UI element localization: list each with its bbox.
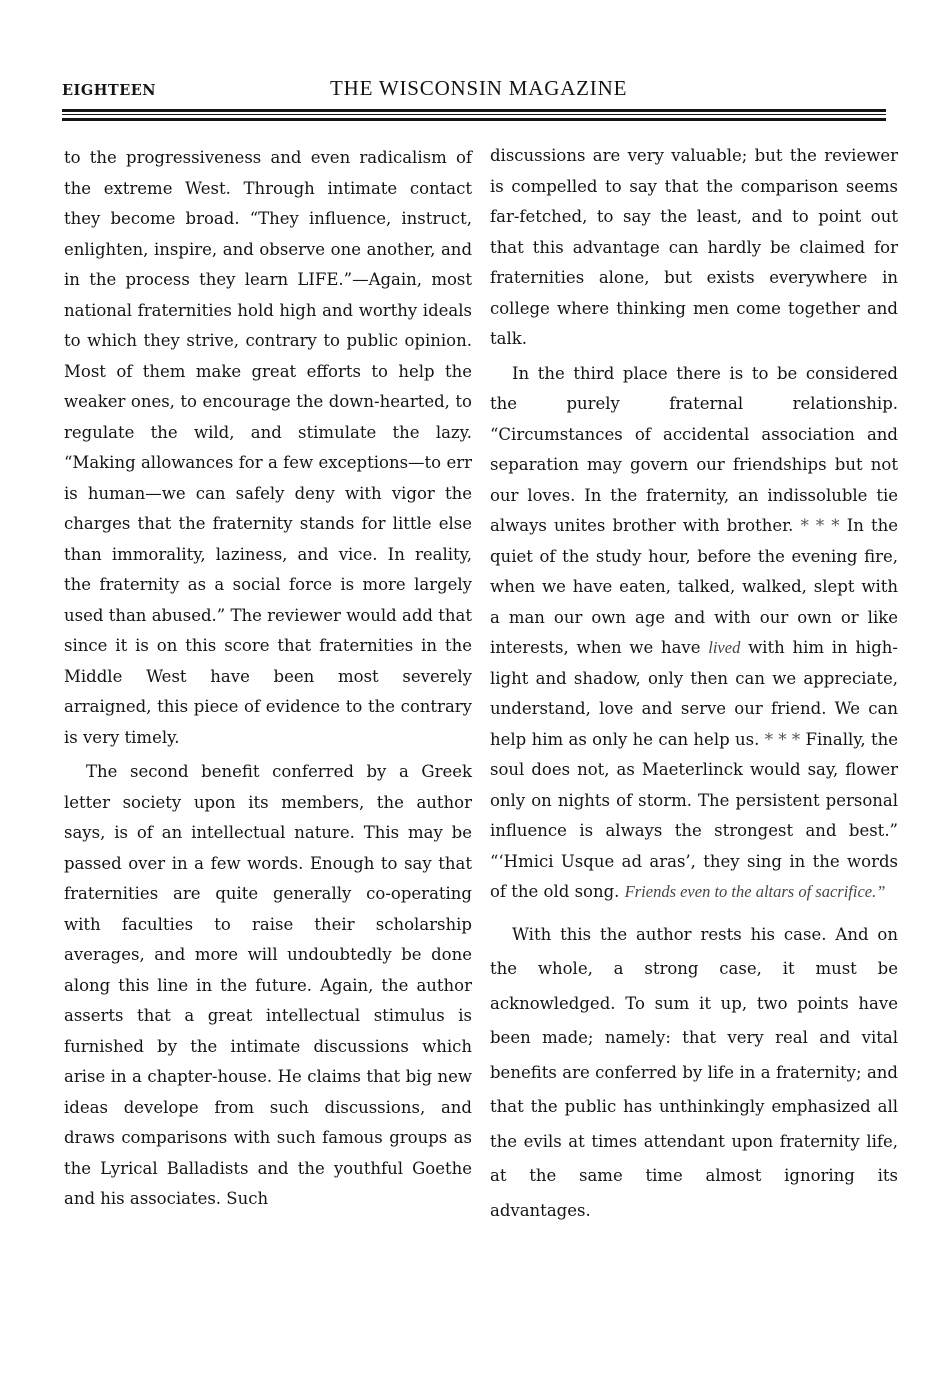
right-paragraph-3: With this the author rests his case. And on the whole, a strong case, it must be acknowledged. To sum it up, two points have been made; namely: that very real and vital benefits are conferred by life in a fraternity; and that the public has unthinkingly emphasized all the evils at times attendant upon fraternity life, at the same time almost ignoring its advantages. [490,924,898,1220]
header-rule-middle [62,114,886,115]
running-header [62,76,886,102]
fraternal-text-a: In the third place there is to be considered the purely fraternal relationship. “Circumstances of accidental association and separation may govern our friendships but not our loves. In the fraternity, an indissoluble tie always unites brother with brother. [490,363,898,535]
page-number-label: EIGHTEEN [62,82,157,99]
fraternal-text-d: Finally, the soul does not, as Maeterlinck would say, flower only on nights of storm. The persistent personal influence is always the strongest and best.” “‘Hmici Usque ad aras’, they sing in the words of the old song. [490,729,899,901]
fraternal-text-c: with him in high-light and shadow, only then can we appreciate, understand, love and serve our friend. We can help him as only he can help us. [490,638,899,749]
right-column [490,141,898,1228]
fraternal-text-b: In the quiet of the study hour, before the evening fire, when we have eaten, talked, walked, slept with a man our own age and with our own or like interests, when we have [490,516,898,657]
right-paragraph-2 [490,359,898,908]
lived-italic: lived [708,638,741,657]
right-paragraph-1: discussions are very valuable; but the reviewer is compelled to say that the comparison seems far-fetched, to say the least, and to point out that this advantage can hardly be claimed for fraternities alone, but exists everywhere in college where thinking men come together and talk. [490,146,898,348]
left-paragraph-2: The second benefit conferred by a Greek letter society upon its members, the author says, is of an intellectual nature. This may be passed over in a few words. Enough to say that fraternities are quite generally co-operating with faculties to raise their scholarship averages, and more will undoubtedly be done along this line in the future. Again, the author asserts that a great intellectual stimulus is furnished by the intimate discussions which arise in a chapter-house. He claims that big new ideas develope from such discussions, and draws comparisons with such famous groups as the Lyrical Balladists and the youthful Goethe and his associates. Such [64,762,472,1208]
header-rule-bottom [62,118,886,121]
left-paragraph-1: to the progressiveness and even radicalism of the extreme West. Through intimate contact they become broad. “They influence, instruct, enlighten, inspire, and observe one another, and in the process they learn LIFE.”—Again, most national fraternities hold high and worthy ideals to which they strive, contrary to public opinion. Most of them make great efforts to help the weaker ones, to encourage the down-hearted, to regulate the wild, and stimulate the lazy. “Making allowances for a few exceptions—to err is human—we can safely deny with vigor the charges that the fraternity stands for little else than immorality, laziness, and vice. In reality, the fraternity as a social force is more largely used than abused.” The reviewer would add that since it is on this score that fraternities in the Middle West have been most severely arraigned, this piece of evidence to the contrary is very timely. [64,148,472,747]
ellipsis-stars-2: * * * [764,729,801,749]
header-rule-top [62,109,886,112]
magazine-title: THE WISCONSIN MAGAZINE [330,76,628,100]
left-column [64,143,472,1215]
ellipsis-stars-1: * * * [800,516,840,535]
latin-translation: Friends even to the altars of sacrifice.” [624,882,886,901]
